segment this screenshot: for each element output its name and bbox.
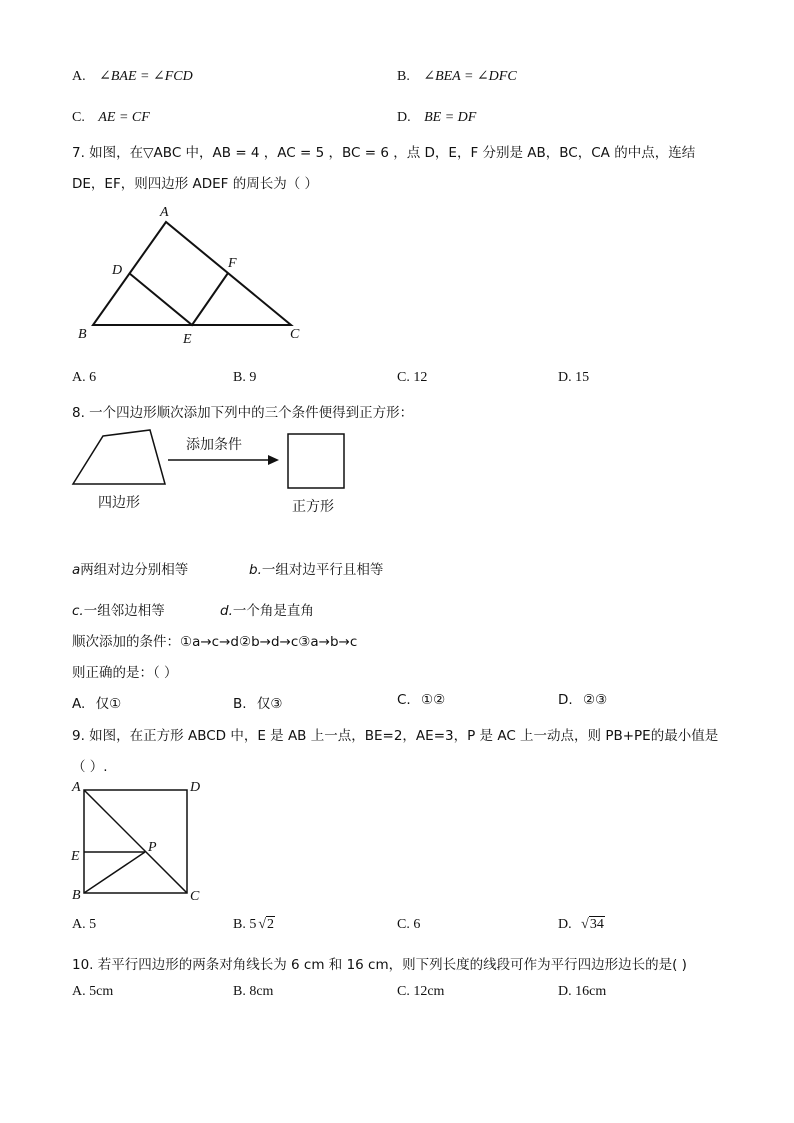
option-text: 9 xyxy=(249,370,257,385)
condition-key: b. xyxy=(249,562,262,578)
option-text: 5 xyxy=(89,917,97,932)
option-label: D. xyxy=(397,110,411,125)
option-text: 15 xyxy=(575,370,590,385)
vertex-label-a: A xyxy=(72,780,81,795)
q10-stem: 10. 若平行四边形的两条对角线长为 6 cm 和 16 cm，则下列长度的线段可作为平行四边形边长的是( ) xyxy=(72,957,687,973)
option-label: A. xyxy=(72,984,86,999)
option-label: B. xyxy=(233,696,247,712)
option-text: 12 xyxy=(413,370,428,385)
vertex-label-e: E xyxy=(71,849,80,864)
vertex-label-b: B xyxy=(78,327,87,342)
option-label: B. xyxy=(233,917,246,932)
option-text: ②③ xyxy=(582,692,608,708)
vertex-label-f: F xyxy=(228,256,237,271)
diagonal-ac xyxy=(84,790,187,893)
option-text: 8cm xyxy=(249,984,274,999)
sqrt-sign-icon: √ xyxy=(581,917,589,932)
q7-stem-line2: DE，EF，则四边形 ADEF 的周长为（ ） xyxy=(72,176,319,192)
vertex-label-c: C xyxy=(290,327,300,342)
option-label: D. xyxy=(558,370,572,385)
condition-key: d. xyxy=(220,603,233,619)
option-text: ∠BAE = ∠FCD xyxy=(99,69,193,84)
option-text: 16cm xyxy=(575,984,607,999)
option-text: AE = CF xyxy=(98,110,150,125)
option-label: A. xyxy=(72,917,86,932)
segment-bp xyxy=(84,852,145,893)
option-text: 仅① xyxy=(95,696,122,712)
option-label: C. xyxy=(72,110,85,125)
vertex-label-c: C xyxy=(190,889,200,904)
add-condition-label: 添加条件 xyxy=(186,437,242,453)
option-label: C. xyxy=(397,917,410,932)
vertex-label-d: D xyxy=(112,263,123,278)
option-text: 5cm xyxy=(89,984,114,999)
quadrilateral-caption: 四边形 xyxy=(98,495,140,511)
option-label: A. xyxy=(72,696,86,712)
vertex-label-p: P xyxy=(148,840,157,855)
option-text: 6 xyxy=(89,370,97,385)
option-text: BE = DF xyxy=(424,110,477,125)
q10-option-d xyxy=(558,984,606,1000)
q9-option-d xyxy=(558,917,605,933)
condition-text: 一组邻边相等 xyxy=(83,603,165,619)
option-text: ①② xyxy=(421,692,446,708)
condition-text: 一个角是直角 xyxy=(232,603,314,619)
q10-option-c xyxy=(397,984,444,1000)
option-text: 仅③ xyxy=(256,696,283,712)
option-text: 12cm xyxy=(413,984,445,999)
option-label: D. xyxy=(558,917,572,932)
q10-option-a xyxy=(72,984,113,1000)
condition-key: a xyxy=(72,562,81,578)
option-label: C. xyxy=(397,370,410,385)
radicand: 34 xyxy=(589,917,604,932)
option-label: A. xyxy=(72,370,86,385)
option-label: B. xyxy=(397,69,410,84)
radicand: 2 xyxy=(267,917,275,932)
condition-text: 两组对边分别相等 xyxy=(80,562,189,578)
q7-stem-line1: 7. 如图，在▽ABC 中，AB = 4 ，AC = 5 ，BC = 6 ，点 D，E，F 分别是 AB，BC，CA 的中点，连结 xyxy=(72,145,696,161)
option-label: C. xyxy=(397,692,411,708)
vertex-label-d: D xyxy=(190,780,201,795)
q8-stem: 8. 一个四边形顺次添加下列中的三个条件便得到正方形： xyxy=(72,405,414,421)
option-text: ∠BEA = ∠DFC xyxy=(423,69,517,84)
option-label: D. xyxy=(558,984,572,999)
q9-stem-line2: （ ）. xyxy=(72,759,108,775)
option-label: D. xyxy=(558,692,573,708)
option-label: A. xyxy=(72,69,86,84)
option-label: B. xyxy=(233,370,246,385)
option-label: C. xyxy=(397,984,410,999)
vertex-label-a: A xyxy=(160,205,169,220)
q10-option-b xyxy=(233,984,273,1000)
option-text: 5 xyxy=(249,917,257,932)
q9-option-b xyxy=(233,917,275,933)
option-text: 6 xyxy=(413,917,421,932)
sqrt-sign-icon: √ xyxy=(258,917,267,932)
condition-text: 一组对边平行且相等 xyxy=(261,562,384,578)
q9-option-c xyxy=(397,917,420,933)
condition-key: c. xyxy=(72,603,84,619)
square-caption: 正方形 xyxy=(292,499,334,515)
vertex-label-b: B xyxy=(72,888,81,903)
q9-option-a xyxy=(72,917,96,933)
q8-order-text: 顺次添加的条件：①a→c→d②b→d→c③a→b→c xyxy=(72,634,358,650)
q9-stem-line1: 9. 如图，在正方形 ABCD 中，E 是 AB 上一点，BE=2，AE=3，P 是 AC 上一动点，则 PB+PE的最小值是 xyxy=(72,728,719,744)
vertex-label-e: E xyxy=(183,332,192,347)
q8-ask: 则正确的是：（ ） xyxy=(72,665,178,681)
option-label: B. xyxy=(233,984,246,999)
